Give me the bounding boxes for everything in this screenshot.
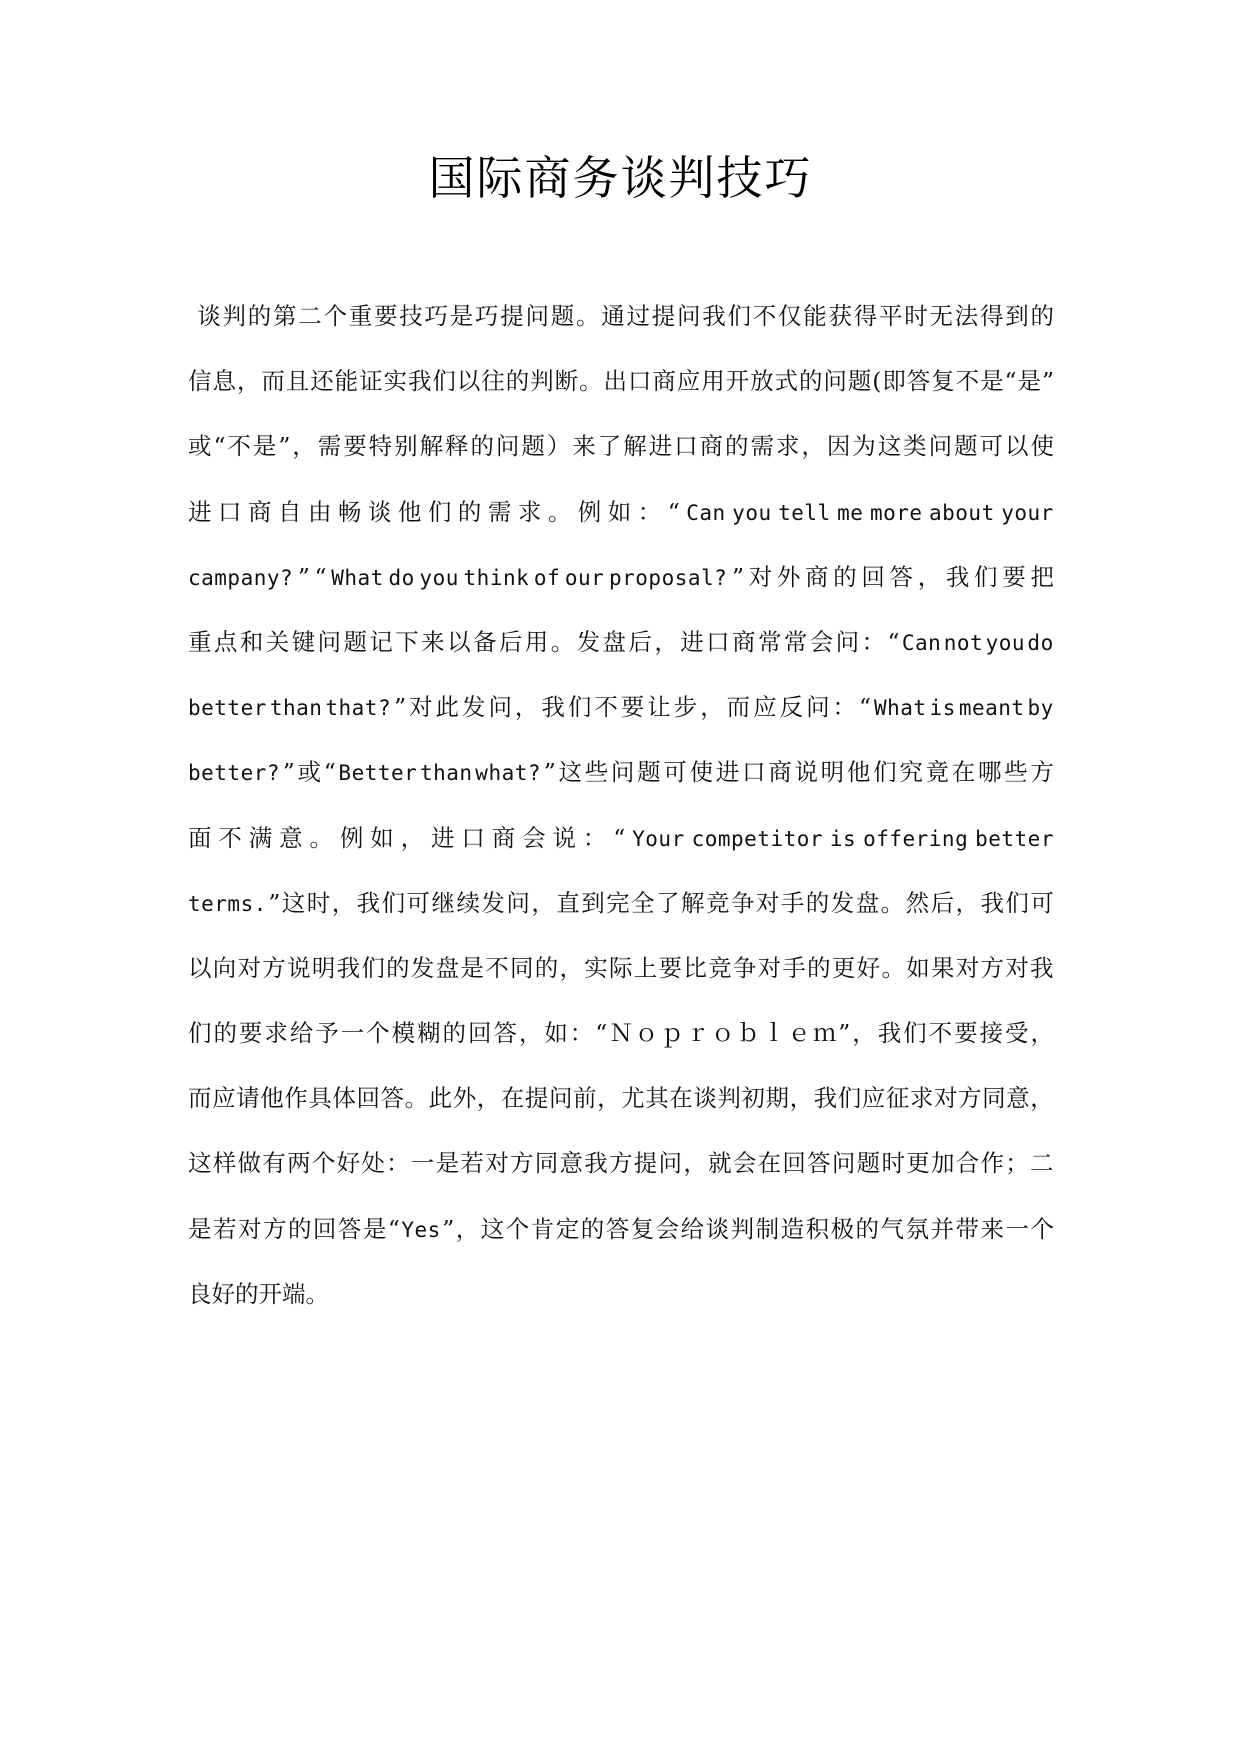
paragraph-line: better? ” 或 “ Better than what? ” 这 些 问 题 可 使 进 口 商 说 明 他 们 究 竟 在 哪 些 方	[188, 758, 1054, 787]
paragraph-line: terms. ” 这 时 ， 我 们 可 继 续 发 问 ， 直 到 完 全 了 解 竞 争 对 手 的 发 盘 。 然 后 ， 我 们 可	[188, 888, 1054, 917]
paragraph-line: 而 应 请 他 作 具 体 回 答 。 此 外 ， 在 提 问 前 ， 尤 其 在 谈 判 初 期 ， 我 们 应 征 求 对 方 同 意 ，	[188, 1084, 1054, 1113]
paragraph-line: 或 “ 不 是 ” ， 需 要 特 别 解 释 的 问 题 ） 来 了 解 进 口 商 的 需 求 ， 因 为 这 类 问 题 可 以 使	[188, 432, 1054, 461]
paragraph-line: 重 点 和 关 键 问 题 记 下 来 以 备 后 用 。 发 盘 后 ， 进 口 商 常 常 会 问 ： “ Can not you do	[188, 627, 1054, 656]
paragraph-line: 是 若 对 方 的 回 答 是 “ Yes ” ， 这 个 肯 定 的 答 复 会 给 谈 判 制 造 积 极 的 气 氛 并 带 来 一 个	[188, 1214, 1054, 1243]
paragraph-line: 进 口 商 自 由 畅 谈 他 们 的 需 求 。 例 如 ： “ Can you tell me more about your	[188, 497, 1054, 526]
paragraph-line: 信 息 ， 而 且 还 能 证 实 我 们 以 往 的 判 断 。 出 口 商 应 用 开 放 式 的 问 题 ( 即 答 复 不 是 “ 是 ”	[188, 367, 1054, 396]
paragraph-line: 以 向 对 方 说 明 我 们 的 发 盘 是 不 同 的 ， 实 际 上 要 比 竞 争 对 手 的 更 好 。 如 果 对 方 对 我	[188, 953, 1054, 982]
document-title: 国际商务谈判技巧	[428, 151, 813, 205]
paragraph-line: 这 样 做 有 两 个 好 处 ： 一 是 若 对 方 同 意 我 方 提 问 ， 就 会 在 回 答 问 题 时 更 加 合 作 ； 二	[188, 1149, 1054, 1178]
paragraph	[188, 284, 1054, 1327]
paragraph-line: 们 的 要 求 给 予 一 个 模 糊 的 回 答 ， 如 ： “ Ｎ ｏ ｐ ｒ ｏ ｂ ｌ ｅ ｍ ” ， 我 们 不 要 接 受 ，	[188, 1019, 1054, 1048]
paragraph-line: better than that? ” 对 此 发 问 ， 我 们 不 要 让 步 ， 而 应 反 问 ： “ What is meant by	[188, 693, 1054, 722]
paragraph-line: 良 好 的 开 端 。	[188, 1279, 329, 1308]
paragraph-line: 谈 判 的 第 二 个 重 要 技 巧 是 巧 提 问 题 。 通 过 提 问 我 们 不 仅 能 获 得 平 时 无 法 得 到 的	[197, 302, 1054, 330]
paragraph-line: campany? ” “ What do you think of our proposal? ” 对 外 商 的 回 答 ， 我 们 要 把	[188, 562, 1054, 591]
paragraph-line: 面 不 满 意 。 例 如 ， 进 口 商 会 说 ： “ Your competitor is offering better	[188, 823, 1054, 852]
